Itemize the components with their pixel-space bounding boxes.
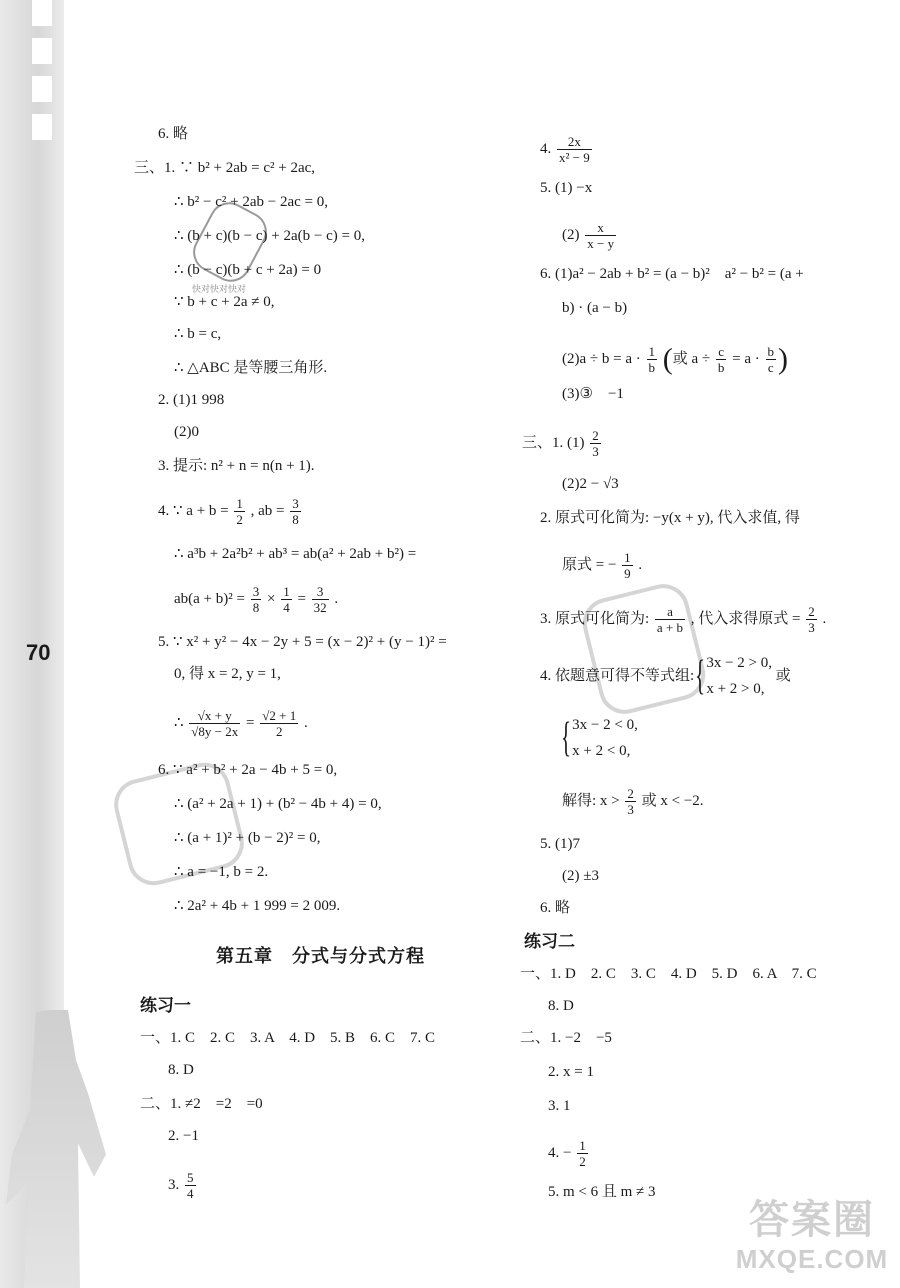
margin-dash [32,0,52,26]
watermark-logo [724,1196,900,1288]
inequality-system [706,650,772,702]
margin-dash [32,76,52,102]
denominator: 8 [292,512,299,527]
math-text: = a · [732,350,760,367]
answer-line: ∴ (a + 1)² + (b − 2)² = 0, [174,830,321,846]
fraction [806,604,817,635]
math-text: 或 x < −2. [641,792,704,809]
math-text: . [638,556,643,573]
math-text: ∴ [174,714,184,731]
math-text: 原式 = − [562,556,617,573]
denominator: 2 [579,1154,586,1169]
chapter-title: 第五章 分式与分式方程 [216,946,425,966]
numerator: 3 [292,496,299,511]
math-text: , ab = [250,502,285,519]
inequality: x + 2 < 0, [572,743,631,759]
denominator: 4 [283,600,290,615]
answer-line: 0, 得 x = 2, y = 1, [174,666,281,682]
answer-line: 5. m < 6 且 m ≠ 3 [548,1184,656,1200]
fraction [590,428,601,459]
denominator: √8y − 2x [191,724,239,739]
answer-line: ∴ a = −1, b = 2. [174,864,269,880]
inequality-system [572,712,638,764]
answer-line [174,584,338,615]
answer-line: (2) ±3 [562,868,599,884]
watermark-url: MXQE.COM [735,1244,889,1274]
denominator: 4 [187,1186,194,1201]
math-text: . [303,714,308,731]
math-text: ab(a + b)² = [174,590,245,607]
answer-line: ∴ b = c, [174,326,222,342]
answer-line [540,650,791,702]
answer-line: 三、1. ∵ b² + 2ab = c² + 2ac, [134,160,316,176]
denominator: 3 [627,802,634,817]
section-heading: 练习一 [140,996,191,1015]
answer-line: 3. 1 [548,1098,571,1114]
numerator: 5 [187,1170,194,1185]
answer-line: 2. x = 1 [548,1064,594,1080]
fraction [312,584,329,615]
answer-line: ∵ b + c + 2a ≠ 0, [174,294,275,310]
math-text: (2) [562,226,580,243]
numerator: 3 [312,584,329,600]
answer-line [562,550,642,581]
math-text: 4. − [548,1144,572,1161]
answer-line [540,604,826,635]
inequality: 3x − 2 < 0, [572,717,638,733]
numerator: 1 [236,496,243,511]
inequality: 3x − 2 > 0, [706,655,773,671]
watermark-small: 快对快对快对 [192,284,247,294]
math-text: = [246,714,255,731]
denominator: 3 [592,444,599,459]
math-text: = [297,590,306,607]
answer-line: ∴ b² − c² + 2ab − 2ac = 0, [174,194,329,210]
answer-line: 2. 原式可化简为: −y(x + y), 代入求值, 得 [540,510,800,526]
answer-line: ∴ (b + c)(b − c) + 2a(b − c) = 0, [174,228,365,244]
answer-line: ∴ a³b + 2a²b² + ab³ = ab(a² + 2ab + b²) = [174,546,417,562]
answer-line [174,708,308,739]
fraction [557,134,592,165]
math-text: 或 [775,668,791,684]
math-text: 或 a ÷ [672,350,711,367]
answer-line: 二、1. ≠2 =2 =0 [140,1096,263,1112]
answer-line: 6. ∵ a² + b² + 2a − 4b + 5 = 0, [158,762,338,778]
answer-line: ∴ 2a² + 4b + 1 999 = 2 009. [174,898,341,914]
margin-dash [32,38,52,64]
numerator: √x + y [189,708,240,724]
page-number: 70 [26,640,51,665]
math-text: . [334,590,339,607]
denominator: 2 [275,724,283,739]
fraction [251,584,262,615]
math-text: 三、1. (1) [522,434,585,451]
answer-line: 5. (1)7 [540,836,580,852]
answer-line: (2)0 [174,424,199,440]
answer-line: 6. 略 [158,126,189,142]
denominator: x² − 9 [559,150,590,165]
fraction [234,496,245,527]
numerator: 2 [592,428,599,443]
paren-close: ) [778,342,789,376]
answer-line [522,428,603,459]
denominator: 8 [252,600,260,615]
math-text: 3. [168,1176,180,1193]
math-text: 4. ∵ a + b = [158,502,229,519]
fraction [622,550,633,581]
answer-line: 8. D [168,1062,194,1078]
answer-line: 2. (1)1 998 [158,392,225,408]
answer-line [540,134,594,165]
brace: { [695,653,706,699]
denominator: b [717,360,725,375]
numerator: 3 [252,584,260,599]
answer-line [560,712,638,764]
numerator: 1 [283,584,290,599]
denominator: x − y [587,236,615,251]
fraction [655,604,685,635]
numerator: x [585,220,616,236]
answer-line: 3. 提示: n² + n = n(n + 1). [158,458,315,474]
fraction [716,344,727,375]
math-text: 4. 依题意可得不等式组: [540,668,695,684]
denominator: 9 [624,566,631,581]
inequality: x + 2 > 0, [706,681,765,697]
answer-line: b) · (a − b) [562,300,628,316]
answer-line: (3)③ −1 [562,386,624,402]
answer-line: ∴ (b − c)(b + c + 2a) = 0 [174,262,322,278]
answer-line [562,220,618,251]
numerator: a [655,604,685,620]
fraction [577,1138,588,1169]
fraction [185,1170,196,1201]
fraction [281,584,292,615]
answer-line: 2. −1 [168,1128,199,1144]
paren-open: ( [662,342,673,376]
answer-line: 一、1. D 2. C 3. C 4. D 5. D 6. A 7. C [520,966,817,982]
math-text: (2)a ÷ b = a · [562,350,641,367]
answer-line: 一、1. C 2. C 3. A 4. D 5. B 6. C 7. C [140,1030,436,1046]
numerator: 2 [627,786,634,801]
fraction [625,786,636,817]
answer-line [168,1170,198,1201]
math-text: 3. 原式可化简为: [540,610,650,627]
math-text: 4. [540,140,552,157]
answer-line: 8. D [548,998,574,1014]
watermark-logo-text: 答案圈 [749,1198,875,1242]
denominator: c [767,360,774,375]
answer-line: 5. ∵ x² + y² − 4x − 2y + 5 = (x − 2)² + (y − 1)² = [158,634,447,650]
numerator: 1 [579,1138,586,1153]
answer-line: 5. (1) −x [540,180,593,196]
math-text: × [266,590,276,607]
denominator: a + b [656,620,684,635]
denominator: 2 [236,512,243,527]
fraction [766,344,777,375]
math-text: 解得: x > [562,792,620,809]
answer-line: 6. 略 [540,900,571,916]
numerator: 1 [624,550,631,565]
fraction [647,344,658,375]
denominator: b [648,360,655,375]
denominator: 32 [313,600,327,615]
section-heading: 练习二 [524,932,575,951]
math-text: , 代入求得原式 = [690,610,801,627]
answer-line [158,496,303,527]
numerator: c [716,344,727,360]
brace: { [561,715,572,761]
answer-line: 二、1. −2 −5 [520,1030,612,1046]
fraction [585,220,616,251]
fraction [189,708,240,739]
answer-line: ∴ (a² + 2a + 1) + (b² − 4b + 4) = 0, [174,796,382,812]
answer-line: ∴ △ABC 是等腰三角形. [174,360,328,376]
answer-line: (2)2 − √3 [562,476,619,492]
answer-line [548,1138,590,1169]
numerator: 1 [648,344,655,359]
numerator: 2x [557,134,592,150]
answer-line [562,344,788,375]
numerator: b [767,344,775,359]
numerator: 2 [808,604,815,619]
answer-line: 6. (1)a² − 2ab + b² = (a − b)² a² − b² = (a + [540,266,804,282]
margin-dash [32,114,52,140]
numerator: √2 + 1 [262,708,297,723]
denominator: 3 [808,620,815,635]
fraction [260,708,298,739]
answer-line [562,786,704,817]
fraction [290,496,301,527]
math-text: . [822,610,827,627]
